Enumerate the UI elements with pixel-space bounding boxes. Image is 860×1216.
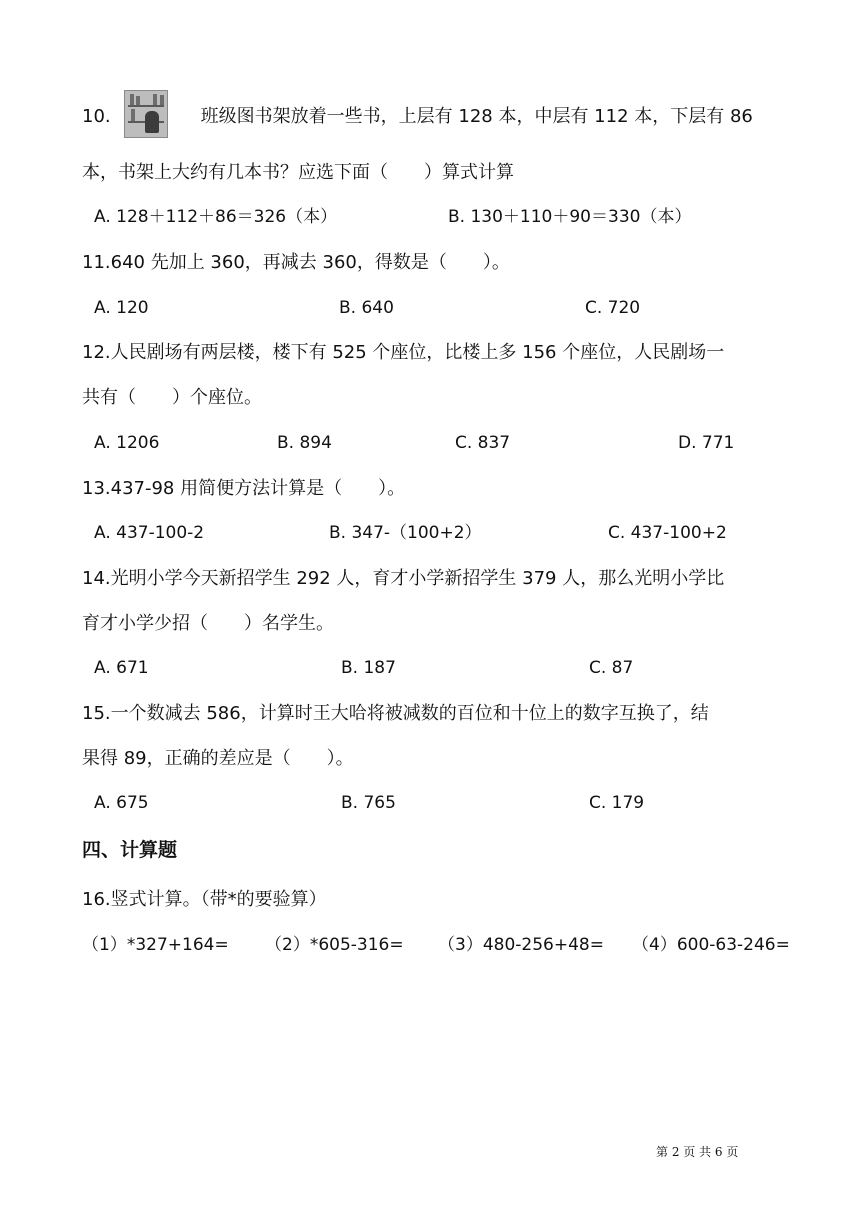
q13-option-a[interactable]: A. 437-100-2 <box>94 523 205 543</box>
section-heading: 四、计算题 <box>82 839 178 861</box>
q13-option-c[interactable]: C. 437-100+2 <box>608 523 727 543</box>
q12-option-c[interactable]: C. 837 <box>455 433 511 453</box>
q14-line-1: 14.光明小学今天新招学生 292 人，育才小学新招学生 379 人，那么光明小学比 <box>82 568 725 589</box>
page-number: 第 2 页 共 6 页 <box>656 1145 739 1159</box>
q12-option-a[interactable]: A. 1206 <box>94 433 160 453</box>
q14-option-c[interactable]: C. 87 <box>589 658 634 678</box>
q15-line-2: 果得 89，正确的差应是（ ）。 <box>82 748 354 769</box>
q15-line-1: 15.一个数减去 586，计算时王大哈将被减数的百位和十位上的数字互换了，结 <box>82 703 709 724</box>
bookshelf-photo-icon <box>124 90 168 138</box>
q15-option-b[interactable]: B. 765 <box>341 793 396 813</box>
q11-line-1: 11.640 先加上 360，再减去 360，得数是（ ）。 <box>82 252 510 273</box>
q16-item-3: （3）480-256+48= <box>438 935 604 955</box>
q15-option-a[interactable]: A. 675 <box>94 793 149 813</box>
q10-number: 10. <box>82 106 111 127</box>
q16-item-4: （4）600-63-246= <box>632 935 790 955</box>
q12-line-2: 共有（ ）个座位。 <box>82 387 262 408</box>
q13-line-1: 13.437-98 用简便方法计算是（ ）。 <box>82 478 406 499</box>
q14-option-b[interactable]: B. 187 <box>341 658 396 678</box>
q10-option-a[interactable]: A. 128＋112＋86＝326（本） <box>94 207 338 227</box>
q11-option-c[interactable]: C. 720 <box>585 298 641 318</box>
q12-line-1: 12.人民剧场有两层楼，楼下有 525 个座位，比楼上多 156 个座位，人民剧场一 <box>82 342 725 363</box>
q16-item-1: （1）*327+164= <box>82 935 229 955</box>
q16-line-1: 16.竖式计算。（带*的要验算） <box>82 889 327 910</box>
q12-option-b[interactable]: B. 894 <box>277 433 332 453</box>
q10-line-1 <box>82 104 753 130</box>
q10-text-1: 班级图书架放着一些书，上层有 128 本，中层有 112 本，下层有 86 <box>200 106 753 127</box>
q12-option-d[interactable]: D. 771 <box>678 433 735 453</box>
q10-option-b[interactable]: B. 130＋110＋90＝330（本） <box>448 207 692 227</box>
q13-option-b[interactable]: B. 347-（100+2） <box>329 523 482 543</box>
q11-option-b[interactable]: B. 640 <box>339 298 394 318</box>
q10-line-2: 本，书架上大约有几本书？应选下面（ ）算式计算 <box>82 162 514 183</box>
q14-line-2: 育才小学少招（ ）名学生。 <box>82 613 334 634</box>
q14-option-a[interactable]: A. 671 <box>94 658 149 678</box>
q16-item-2: （2）*605-316= <box>265 935 404 955</box>
q15-option-c[interactable]: C. 179 <box>589 793 645 813</box>
q11-option-a[interactable]: A. 120 <box>94 298 149 318</box>
